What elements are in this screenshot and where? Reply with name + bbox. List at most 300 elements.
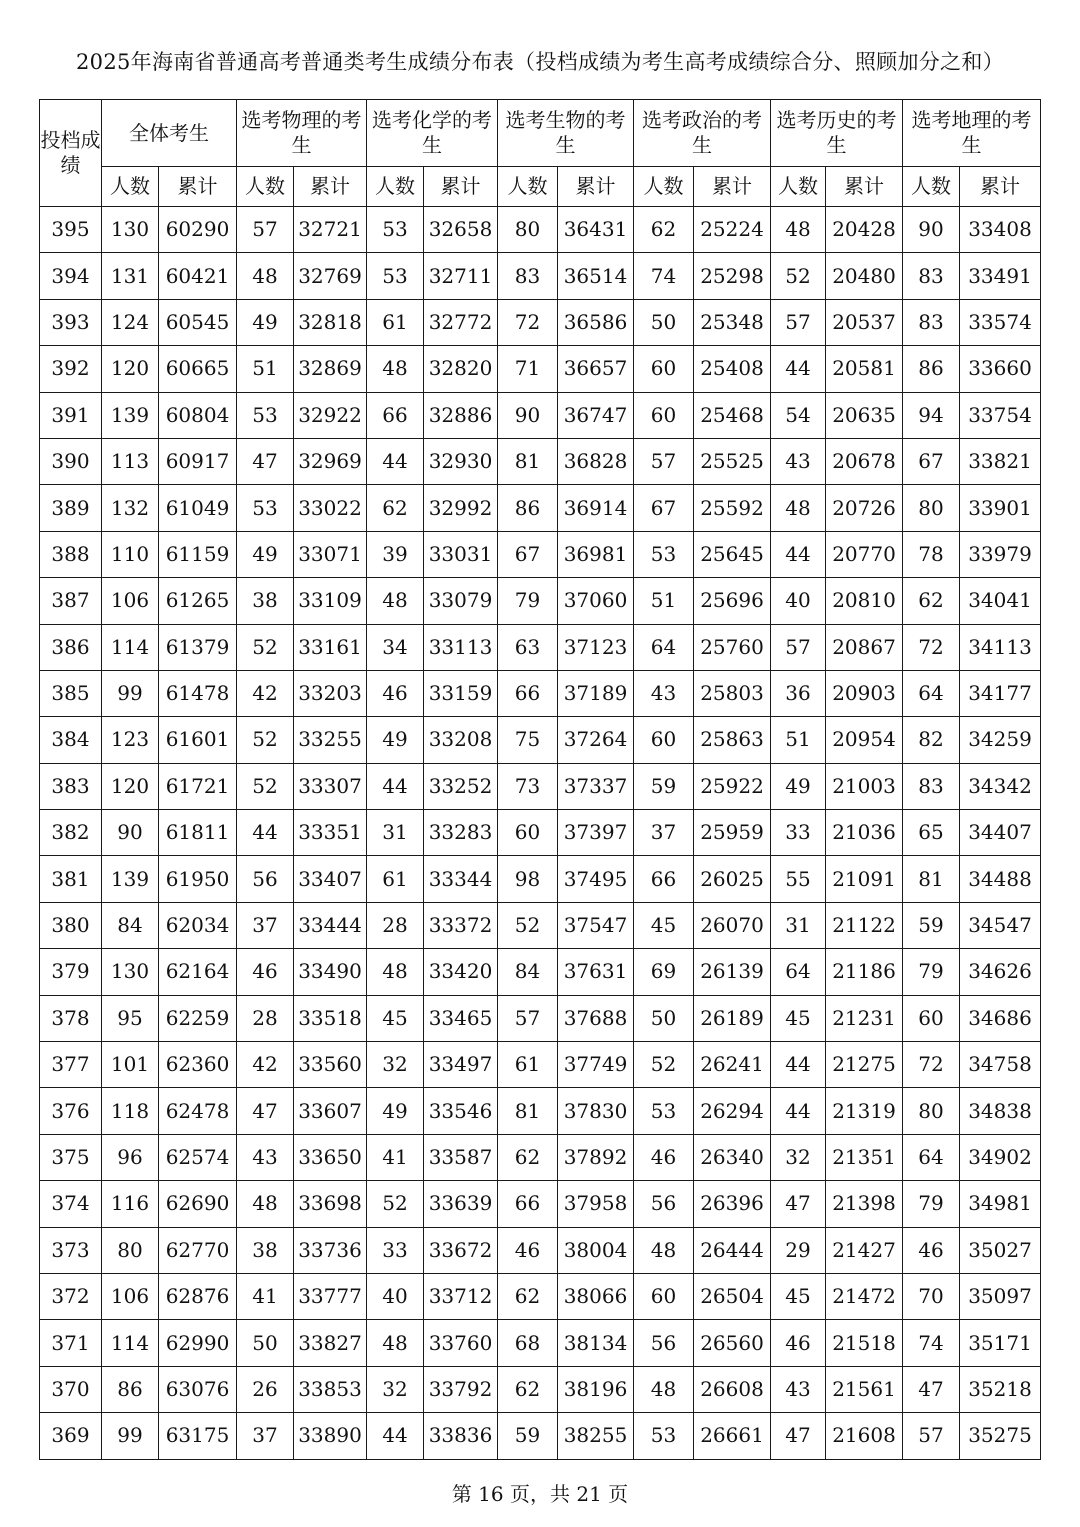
cumulative-cell: 38196: [558, 1366, 634, 1412]
cumulative-cell: 33465: [424, 995, 498, 1041]
score-cell: 395: [40, 207, 102, 253]
page-number-footer: 第 16 页，共 21 页: [451, 1482, 629, 1506]
cumulative-cell: 36981: [558, 531, 634, 577]
count-cell: 57: [771, 299, 826, 345]
cumulative-cell: 32869: [294, 346, 367, 392]
count-cell: 40: [771, 578, 826, 624]
cumulative-cell: 35027: [960, 1227, 1041, 1273]
count-cell: 57: [237, 207, 294, 253]
cumulative-cell: 33491: [960, 253, 1041, 299]
count-cell: 74: [903, 1320, 960, 1366]
count-cell: 73: [498, 763, 558, 809]
count-cell: 44: [771, 1088, 826, 1134]
cumulative-cell: 35171: [960, 1320, 1041, 1366]
cumulative-cell: 38004: [558, 1227, 634, 1273]
count-cell: 45: [367, 995, 424, 1041]
cumulative-cell: 34902: [960, 1134, 1041, 1180]
count-cell: 44: [771, 346, 826, 392]
count-cell: 32: [367, 1042, 424, 1088]
cumulative-cell: 37189: [558, 670, 634, 716]
count-cell: 83: [903, 253, 960, 299]
count-cell: 29: [771, 1227, 826, 1273]
table-row: [40, 207, 1041, 253]
count-cell: 31: [771, 902, 826, 948]
count-cell: 60: [634, 1273, 694, 1319]
count-cell: 50: [237, 1320, 294, 1366]
cumulative-cell: 33890: [294, 1413, 367, 1459]
count-cell: 99: [102, 670, 159, 716]
count-cell: 32: [771, 1134, 826, 1180]
cumulative-cell: 34259: [960, 717, 1041, 763]
score-cell: 390: [40, 438, 102, 484]
count-cell: 114: [102, 624, 159, 670]
cumulative-cell: 34686: [960, 995, 1041, 1041]
table-row: [40, 1181, 1041, 1227]
count-cell: 84: [498, 949, 558, 995]
cumulative-cell: 33760: [424, 1320, 498, 1366]
cumulative-cell: 61811: [159, 810, 237, 856]
cumulative-cell: 34838: [960, 1088, 1041, 1134]
cumulative-cell: 34758: [960, 1042, 1041, 1088]
cumulative-cell: 34547: [960, 902, 1041, 948]
count-cell: 32: [367, 1366, 424, 1412]
score-cell: 370: [40, 1366, 102, 1412]
count-cell: 47: [237, 1088, 294, 1134]
count-cell: 57: [498, 995, 558, 1041]
cumulative-cell: 32658: [424, 207, 498, 253]
count-subheader: 人数: [102, 167, 159, 207]
count-cell: 46: [498, 1227, 558, 1273]
cumulative-cell: 33407: [294, 856, 367, 902]
count-cell: 53: [634, 1088, 694, 1134]
count-cell: 139: [102, 392, 159, 438]
cumulative-cell: 60290: [159, 207, 237, 253]
cumulative-cell: 61265: [159, 578, 237, 624]
cumulative-cell: 33109: [294, 578, 367, 624]
cumulative-cell: 33518: [294, 995, 367, 1041]
count-cell: 51: [771, 717, 826, 763]
count-cell: 48: [634, 1366, 694, 1412]
cumulative-cell: 36914: [558, 485, 634, 531]
cumulative-cell: 37337: [558, 763, 634, 809]
table-row: [40, 346, 1041, 392]
cumulative-cell: 60804: [159, 392, 237, 438]
cumulative-cell: 20581: [826, 346, 903, 392]
count-cell: 64: [771, 949, 826, 995]
count-cell: 81: [903, 856, 960, 902]
cumulative-cell: 36657: [558, 346, 634, 392]
count-cell: 80: [903, 1088, 960, 1134]
cumulative-cell: 37892: [558, 1134, 634, 1180]
count-cell: 47: [237, 438, 294, 484]
cumulative-cell: 37830: [558, 1088, 634, 1134]
count-subheader: 人数: [903, 167, 960, 207]
count-cell: 44: [367, 438, 424, 484]
cumulative-cell: 61601: [159, 717, 237, 763]
cumulative-cell: 34488: [960, 856, 1041, 902]
count-cell: 43: [771, 1366, 826, 1412]
count-cell: 43: [771, 438, 826, 484]
cumulative-cell: 33255: [294, 717, 367, 763]
count-cell: 84: [102, 902, 159, 948]
cumulative-cell: 25959: [694, 810, 771, 856]
cumulative-cell: 33607: [294, 1088, 367, 1134]
cumulative-cell: 38066: [558, 1273, 634, 1319]
count-cell: 83: [903, 763, 960, 809]
count-cell: 114: [102, 1320, 159, 1366]
count-cell: 48: [367, 578, 424, 624]
score-cell: 377: [40, 1042, 102, 1088]
cumulative-cell: 20480: [826, 253, 903, 299]
cumulative-cell: 21186: [826, 949, 903, 995]
count-cell: 113: [102, 438, 159, 484]
table-row: [40, 578, 1041, 624]
count-cell: 132: [102, 485, 159, 531]
cumulative-cell: 32992: [424, 485, 498, 531]
cumulative-cell: 62164: [159, 949, 237, 995]
cumulative-cell: 33650: [294, 1134, 367, 1180]
cumulative-cell: 62478: [159, 1088, 237, 1134]
count-cell: 61: [498, 1042, 558, 1088]
count-cell: 67: [903, 438, 960, 484]
cumulative-cell: 20678: [826, 438, 903, 484]
cumulative-cell: 26560: [694, 1320, 771, 1366]
count-cell: 51: [634, 578, 694, 624]
score-cell: 383: [40, 763, 102, 809]
cumulative-cell: 34041: [960, 578, 1041, 624]
cumulative-cell: 33712: [424, 1273, 498, 1319]
cumulative-cell: 33853: [294, 1366, 367, 1412]
cumulative-cell: 25408: [694, 346, 771, 392]
cumulative-cell: 37060: [558, 578, 634, 624]
cumulative-cell: 33821: [960, 438, 1041, 484]
count-cell: 60: [634, 346, 694, 392]
count-cell: 62: [498, 1134, 558, 1180]
count-cell: 72: [903, 1042, 960, 1088]
count-cell: 96: [102, 1134, 159, 1180]
cumulative-cell: 26504: [694, 1273, 771, 1319]
cumulative-cell: 32772: [424, 299, 498, 345]
count-cell: 130: [102, 949, 159, 995]
count-cell: 81: [498, 438, 558, 484]
count-cell: 98: [498, 856, 558, 902]
count-cell: 79: [903, 949, 960, 995]
cumulative-cell: 33420: [424, 949, 498, 995]
cumulative-cell: 33208: [424, 717, 498, 763]
count-cell: 61: [367, 856, 424, 902]
count-cell: 79: [498, 578, 558, 624]
cumulative-cell: 32922: [294, 392, 367, 438]
cumulative-cell: 33777: [294, 1273, 367, 1319]
count-cell: 80: [903, 485, 960, 531]
count-cell: 49: [237, 531, 294, 577]
count-cell: 33: [771, 810, 826, 856]
score-cell: 375: [40, 1134, 102, 1180]
cumulative-cell: 25863: [694, 717, 771, 763]
count-cell: 79: [903, 1181, 960, 1227]
cumulative-cell: 37547: [558, 902, 634, 948]
header-row-subheaders: [40, 167, 1041, 207]
cumulative-cell: 25468: [694, 392, 771, 438]
cumulative-cell: 33901: [960, 485, 1041, 531]
count-cell: 83: [903, 299, 960, 345]
cumulative-cell: 62034: [159, 902, 237, 948]
cumulative-cell: 34981: [960, 1181, 1041, 1227]
count-cell: 64: [903, 670, 960, 716]
count-cell: 67: [634, 485, 694, 531]
page-title: 2025年海南省普通高考普通类考生成绩分布表（投档成绩为考生高考成绩综合分、照顾加分之和）: [76, 50, 1004, 74]
count-cell: 124: [102, 299, 159, 345]
score-cell: 389: [40, 485, 102, 531]
count-subheader: 人数: [237, 167, 294, 207]
count-subheader: 人数: [367, 167, 424, 207]
table-row: [40, 1413, 1041, 1459]
cumulative-cell: 37264: [558, 717, 634, 763]
count-cell: 59: [498, 1413, 558, 1459]
score-distribution-table: [39, 99, 1041, 1460]
count-cell: 53: [634, 531, 694, 577]
count-cell: 83: [498, 253, 558, 299]
count-cell: 62: [498, 1366, 558, 1412]
table-row: [40, 299, 1041, 345]
cumulative-cell: 63076: [159, 1366, 237, 1412]
cumulative-cell: 33827: [294, 1320, 367, 1366]
count-cell: 90: [102, 810, 159, 856]
count-cell: 57: [634, 438, 694, 484]
score-cell: 371: [40, 1320, 102, 1366]
count-cell: 120: [102, 346, 159, 392]
count-cell: 41: [367, 1134, 424, 1180]
count-cell: 68: [498, 1320, 558, 1366]
table-body: [40, 207, 1041, 1460]
cumulative-cell: 21091: [826, 856, 903, 902]
count-cell: 54: [771, 392, 826, 438]
cumulative-cell: 62876: [159, 1273, 237, 1319]
cumulative-cell: 20770: [826, 531, 903, 577]
cumulative-cell: 36828: [558, 438, 634, 484]
cumulative-subheader: 累计: [558, 167, 634, 207]
cumulative-cell: 32711: [424, 253, 498, 299]
score-cell: 392: [40, 346, 102, 392]
cumulative-cell: 32818: [294, 299, 367, 345]
cumulative-cell: 36431: [558, 207, 634, 253]
count-cell: 120: [102, 763, 159, 809]
cumulative-cell: 37958: [558, 1181, 634, 1227]
cumulative-cell: 33351: [294, 810, 367, 856]
cumulative-cell: 33698: [294, 1181, 367, 1227]
cumulative-cell: 33736: [294, 1227, 367, 1273]
cumulative-cell: 25803: [694, 670, 771, 716]
cumulative-cell: 32969: [294, 438, 367, 484]
cumulative-cell: 20903: [826, 670, 903, 716]
count-cell: 34: [367, 624, 424, 670]
cumulative-cell: 33307: [294, 763, 367, 809]
count-cell: 62: [367, 485, 424, 531]
cumulative-cell: 33113: [424, 624, 498, 670]
count-cell: 40: [367, 1273, 424, 1319]
cumulative-cell: 34113: [960, 624, 1041, 670]
count-cell: 37: [237, 902, 294, 948]
cumulative-cell: 60917: [159, 438, 237, 484]
count-cell: 49: [771, 763, 826, 809]
score-cell: 381: [40, 856, 102, 902]
count-cell: 53: [367, 207, 424, 253]
cumulative-cell: 32769: [294, 253, 367, 299]
cumulative-cell: 21561: [826, 1366, 903, 1412]
score-cell: 379: [40, 949, 102, 995]
group-header: 选考地理的考生: [903, 100, 1041, 167]
cumulative-cell: 38134: [558, 1320, 634, 1366]
count-cell: 33: [367, 1227, 424, 1273]
cumulative-cell: 33497: [424, 1042, 498, 1088]
cumulative-cell: 33639: [424, 1181, 498, 1227]
count-cell: 86: [498, 485, 558, 531]
cumulative-subheader: 累计: [826, 167, 903, 207]
count-cell: 52: [237, 624, 294, 670]
table-row: [40, 624, 1041, 670]
cumulative-cell: 26608: [694, 1366, 771, 1412]
cumulative-cell: 25224: [694, 207, 771, 253]
count-cell: 52: [237, 717, 294, 763]
cumulative-cell: 61721: [159, 763, 237, 809]
count-cell: 44: [771, 1042, 826, 1088]
table-row: [40, 1134, 1041, 1180]
count-cell: 66: [634, 856, 694, 902]
count-cell: 130: [102, 207, 159, 253]
score-cell: 387: [40, 578, 102, 624]
count-cell: 86: [102, 1366, 159, 1412]
table-row: [40, 717, 1041, 763]
table-row: [40, 1366, 1041, 1412]
table-row: [40, 392, 1041, 438]
cumulative-cell: 21427: [826, 1227, 903, 1273]
cumulative-cell: 25525: [694, 438, 771, 484]
count-cell: 37: [634, 810, 694, 856]
count-cell: 53: [634, 1413, 694, 1459]
cumulative-cell: 37495: [558, 856, 634, 902]
score-cell: 369: [40, 1413, 102, 1459]
cumulative-cell: 37123: [558, 624, 634, 670]
count-cell: 60: [903, 995, 960, 1041]
score-cell: 374: [40, 1181, 102, 1227]
cumulative-cell: 25922: [694, 763, 771, 809]
count-cell: 75: [498, 717, 558, 763]
group-header: 选考化学的考生: [367, 100, 498, 167]
count-cell: 44: [367, 763, 424, 809]
cumulative-cell: 26661: [694, 1413, 771, 1459]
cumulative-cell: 21122: [826, 902, 903, 948]
count-cell: 48: [367, 949, 424, 995]
count-cell: 116: [102, 1181, 159, 1227]
cumulative-cell: 61049: [159, 485, 237, 531]
table-row: [40, 763, 1041, 809]
count-cell: 48: [237, 1181, 294, 1227]
cumulative-cell: 62259: [159, 995, 237, 1041]
count-cell: 64: [634, 624, 694, 670]
score-cell: 386: [40, 624, 102, 670]
count-cell: 53: [237, 485, 294, 531]
count-cell: 26: [237, 1366, 294, 1412]
count-cell: 48: [771, 485, 826, 531]
cumulative-cell: 26189: [694, 995, 771, 1041]
score-cell: 373: [40, 1227, 102, 1273]
count-cell: 57: [771, 624, 826, 670]
score-cell: 393: [40, 299, 102, 345]
cumulative-cell: 25298: [694, 253, 771, 299]
count-cell: 60: [498, 810, 558, 856]
cumulative-cell: 33490: [294, 949, 367, 995]
count-cell: 59: [903, 902, 960, 948]
count-cell: 42: [237, 1042, 294, 1088]
count-cell: 48: [367, 346, 424, 392]
score-cell: 380: [40, 902, 102, 948]
count-cell: 43: [237, 1134, 294, 1180]
count-cell: 66: [498, 670, 558, 716]
count-cell: 46: [634, 1134, 694, 1180]
group-header: 选考政治的考生: [634, 100, 771, 167]
cumulative-cell: 62990: [159, 1320, 237, 1366]
cumulative-cell: 35097: [960, 1273, 1041, 1319]
cumulative-cell: 33587: [424, 1134, 498, 1180]
cumulative-cell: 62770: [159, 1227, 237, 1273]
count-cell: 74: [634, 253, 694, 299]
count-cell: 118: [102, 1088, 159, 1134]
cumulative-cell: 37749: [558, 1042, 634, 1088]
count-cell: 55: [771, 856, 826, 902]
count-cell: 81: [498, 1088, 558, 1134]
cumulative-cell: 25760: [694, 624, 771, 670]
count-cell: 63: [498, 624, 558, 670]
count-cell: 51: [237, 346, 294, 392]
cumulative-cell: 34407: [960, 810, 1041, 856]
count-cell: 56: [634, 1181, 694, 1227]
count-cell: 43: [634, 670, 694, 716]
count-cell: 36: [771, 670, 826, 716]
cumulative-cell: 32930: [424, 438, 498, 484]
cumulative-cell: 33660: [960, 346, 1041, 392]
table-row: [40, 1320, 1041, 1366]
cumulative-subheader: 累计: [294, 167, 367, 207]
cumulative-cell: 21319: [826, 1088, 903, 1134]
cumulative-cell: 26070: [694, 902, 771, 948]
cumulative-cell: 26139: [694, 949, 771, 995]
count-cell: 44: [367, 1413, 424, 1459]
score-cell: 391: [40, 392, 102, 438]
count-cell: 52: [237, 763, 294, 809]
count-cell: 94: [903, 392, 960, 438]
table-row: [40, 253, 1041, 299]
cumulative-cell: 32820: [424, 346, 498, 392]
count-cell: 60: [634, 392, 694, 438]
count-cell: 62: [498, 1273, 558, 1319]
count-cell: 45: [634, 902, 694, 948]
table-row: [40, 531, 1041, 577]
score-cell: 385: [40, 670, 102, 716]
cumulative-cell: 34177: [960, 670, 1041, 716]
count-cell: 47: [903, 1366, 960, 1412]
cumulative-cell: 36586: [558, 299, 634, 345]
count-cell: 46: [771, 1320, 826, 1366]
cumulative-cell: 36514: [558, 253, 634, 299]
count-cell: 46: [367, 670, 424, 716]
cumulative-cell: 33560: [294, 1042, 367, 1088]
score-cell: 378: [40, 995, 102, 1041]
count-cell: 31: [367, 810, 424, 856]
table-row: [40, 1042, 1041, 1088]
cumulative-cell: 36747: [558, 392, 634, 438]
count-cell: 99: [102, 1413, 159, 1459]
cumulative-cell: 33672: [424, 1227, 498, 1273]
